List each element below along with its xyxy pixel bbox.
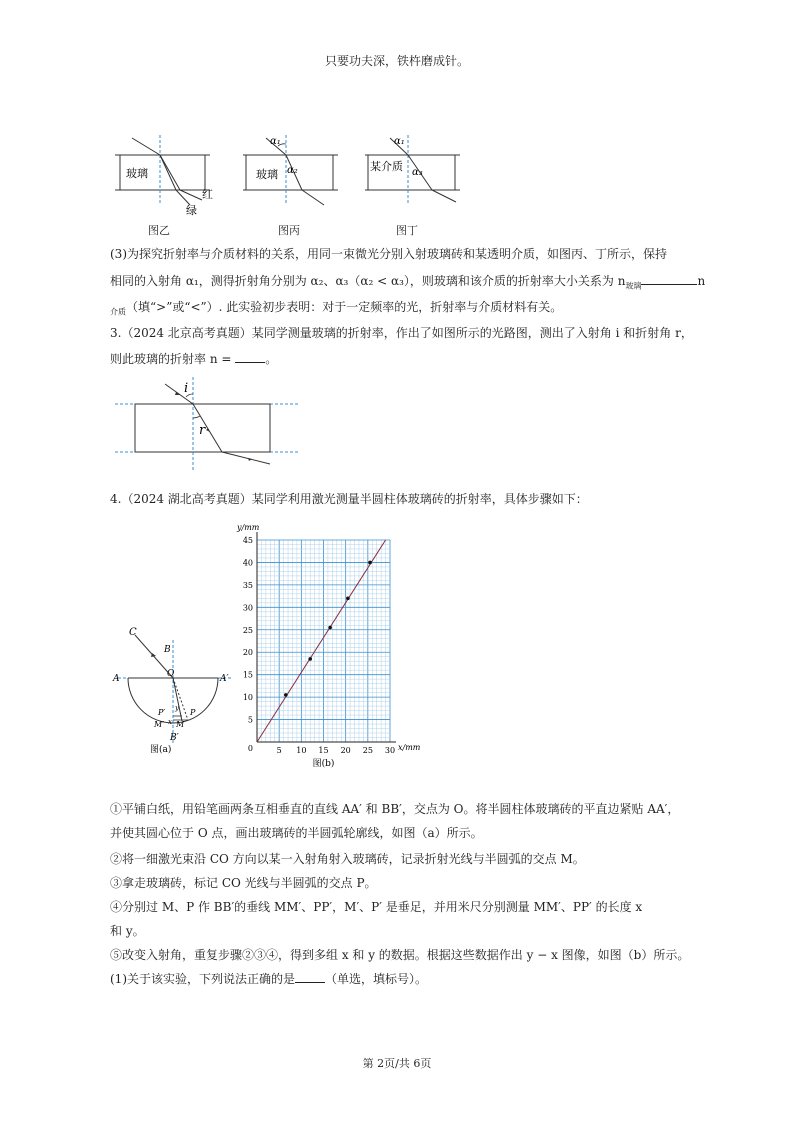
q4-step4b: 和 y。 bbox=[110, 924, 145, 938]
q2-part3-line1: (3)为探究折射率与介质材料的关系，用同一束微光分别入射玻璃砖和某透明介质，如图丙、丁所示，保持 bbox=[110, 247, 668, 261]
figure-ding bbox=[360, 130, 470, 230]
y-tick-label: 25 bbox=[242, 625, 253, 635]
fig-a-P: P bbox=[190, 708, 196, 717]
fig-a-B: B bbox=[164, 645, 171, 655]
q3-line2 bbox=[110, 350, 690, 368]
yi-glass-label: 玻璃 bbox=[126, 167, 148, 180]
data-point bbox=[328, 626, 332, 630]
fig-a-P2: P′ bbox=[158, 708, 166, 717]
origin-label: 0 bbox=[247, 744, 253, 753]
fig-a-C: C bbox=[129, 627, 137, 638]
ding-caption: 图丁 bbox=[396, 224, 418, 237]
y-tick-label: 5 bbox=[247, 715, 253, 725]
page-header-motto: 只要功夫深，铁杵磨成针。 bbox=[324, 54, 469, 68]
figure-q3-light-path bbox=[110, 372, 310, 472]
ding-medium-label: 某介质 bbox=[370, 160, 403, 173]
x-tick-label: 5 bbox=[276, 746, 282, 755]
q3-i-label: i bbox=[184, 381, 189, 396]
data-point bbox=[346, 597, 350, 601]
fig-a-M: M bbox=[176, 720, 185, 729]
bing-glass-label: 玻璃 bbox=[256, 168, 278, 181]
q4-sub1-text: (1)关于该实验，下列说法正确的是 bbox=[110, 972, 295, 986]
x-tick-label: 30 bbox=[384, 746, 396, 755]
y-tick-label: 10 bbox=[242, 693, 253, 703]
q4-sub1-tail: （单选，填标号）。 bbox=[325, 972, 428, 986]
ding-a1-label: α₁ bbox=[394, 136, 405, 147]
y-tick-label: 45 bbox=[242, 536, 253, 545]
fig-a-M2: M′ bbox=[154, 720, 165, 729]
q3-r-label: r bbox=[199, 423, 206, 438]
q4-step2: ②将一细激光束沿 CO 方向以某一入射角射入玻璃砖，记录折射光线与半圆弧的交点 M。 bbox=[110, 852, 585, 866]
fig-a-x: x bbox=[168, 718, 172, 726]
y-tick-label: 30 bbox=[242, 603, 253, 613]
x-tick-label: 15 bbox=[318, 746, 329, 755]
q3-line2-text: 则此玻璃的折射率 n = bbox=[110, 352, 232, 366]
fig-a-B2: B′ bbox=[170, 733, 179, 743]
yi-red-label: 红 bbox=[202, 188, 213, 201]
q2-part3-line3 bbox=[110, 298, 690, 321]
q2-part3-line2-text: 相同的入射角 α₁，测得折射角分别为 α₂、α₃（α₂ < α₃），则玻璃和该介质的折射率大小关系为 n bbox=[110, 274, 626, 288]
ding-a3-label: α₃ bbox=[412, 167, 423, 178]
y-axis-label: y/mm bbox=[237, 523, 260, 532]
yi-green-label: 绿 bbox=[186, 204, 197, 217]
x-tick-label: 20 bbox=[340, 746, 351, 755]
data-point bbox=[368, 561, 372, 565]
fig-a-A2: A′ bbox=[220, 674, 229, 684]
q4-intro: 4.（2024 湖北高考真题）某同学利用激光测量半圆柱体玻璃砖的折射率，具体步骤如下： bbox=[110, 492, 588, 506]
fig-a-y: y bbox=[175, 704, 179, 712]
answer-blank-n[interactable] bbox=[235, 350, 265, 363]
fit-line bbox=[257, 540, 386, 742]
bing-a1-label: α₁ bbox=[270, 136, 281, 147]
q4-step3: ③拿走玻璃砖，标记 CO 光线与半圆弧的交点 P。 bbox=[110, 876, 377, 890]
data-point bbox=[284, 693, 288, 697]
y-tick-label: 35 bbox=[242, 580, 253, 590]
yi-caption: 图乙 bbox=[148, 224, 170, 237]
q4-step5: ⑤改变入射角，重复步骤②③④，得到多组 x 和 y 的数据。根据这些数据作出 y − x 图像，如图（b）所示。 bbox=[110, 948, 690, 962]
fig-a-O: O bbox=[167, 669, 175, 679]
q4-sub1 bbox=[110, 970, 690, 988]
q2-part3-line3-text: （填“>”或“<”）. 此实验初步表明：对于一定频率的光，折射率与介质材料有关。 bbox=[126, 300, 563, 314]
q4-step1a: ①平铺白纸，用铅笔画两条互相垂直的直线 AA′ 和 BB′，交点为 O。将半圆柱体玻璃砖的平直边紧贴 AA′， bbox=[110, 802, 680, 816]
figure-yi bbox=[110, 130, 220, 230]
page-footer: 第 2页/共 6页 bbox=[362, 1057, 432, 1070]
fig-a-A: A bbox=[113, 674, 120, 684]
x-tick-label: 25 bbox=[362, 746, 373, 755]
y-tick-label: 40 bbox=[242, 558, 253, 568]
q2-part3-n: n bbox=[697, 274, 706, 288]
bing-caption: 图丙 bbox=[278, 224, 300, 237]
x-tick-label: 10 bbox=[296, 746, 307, 755]
y-tick-label: 20 bbox=[242, 648, 253, 658]
fig-a-caption: 图(a) bbox=[150, 745, 172, 755]
q2-part3-line2 bbox=[110, 272, 706, 295]
q3-line1: 3.（2024 北京高考真题）某同学测量玻璃的折射率，作出了如图所示的光路图，测出了入射角 i 和折射角 r， bbox=[110, 326, 693, 340]
figure-bing bbox=[238, 130, 348, 230]
chart-b bbox=[220, 512, 440, 774]
x-axis-label: x/mm bbox=[398, 743, 421, 752]
answer-blank-compare[interactable] bbox=[641, 272, 697, 285]
bing-a2-label: α₂ bbox=[287, 165, 298, 176]
data-point bbox=[308, 657, 312, 661]
q4-step1b: 并使其圆心位于 O 点，画出玻璃砖的半圆弧轮廓线，如图（a）所示。 bbox=[110, 826, 483, 840]
y-tick-label: 15 bbox=[242, 670, 253, 680]
q4-step4a: ④分别过 M、P 作 BB′的垂线 MM′、PP′，M′、P′ 是垂足，并用米尺分别测量 MM′、PP′ 的长度 x bbox=[110, 900, 643, 914]
sub-glass: 玻璃 bbox=[625, 281, 642, 291]
sub-medium: 介质 bbox=[110, 307, 126, 317]
chart-caption: 图(b) bbox=[312, 759, 335, 769]
answer-blank-choice[interactable] bbox=[295, 970, 325, 983]
q3-line2-tail: 。 bbox=[265, 352, 278, 366]
